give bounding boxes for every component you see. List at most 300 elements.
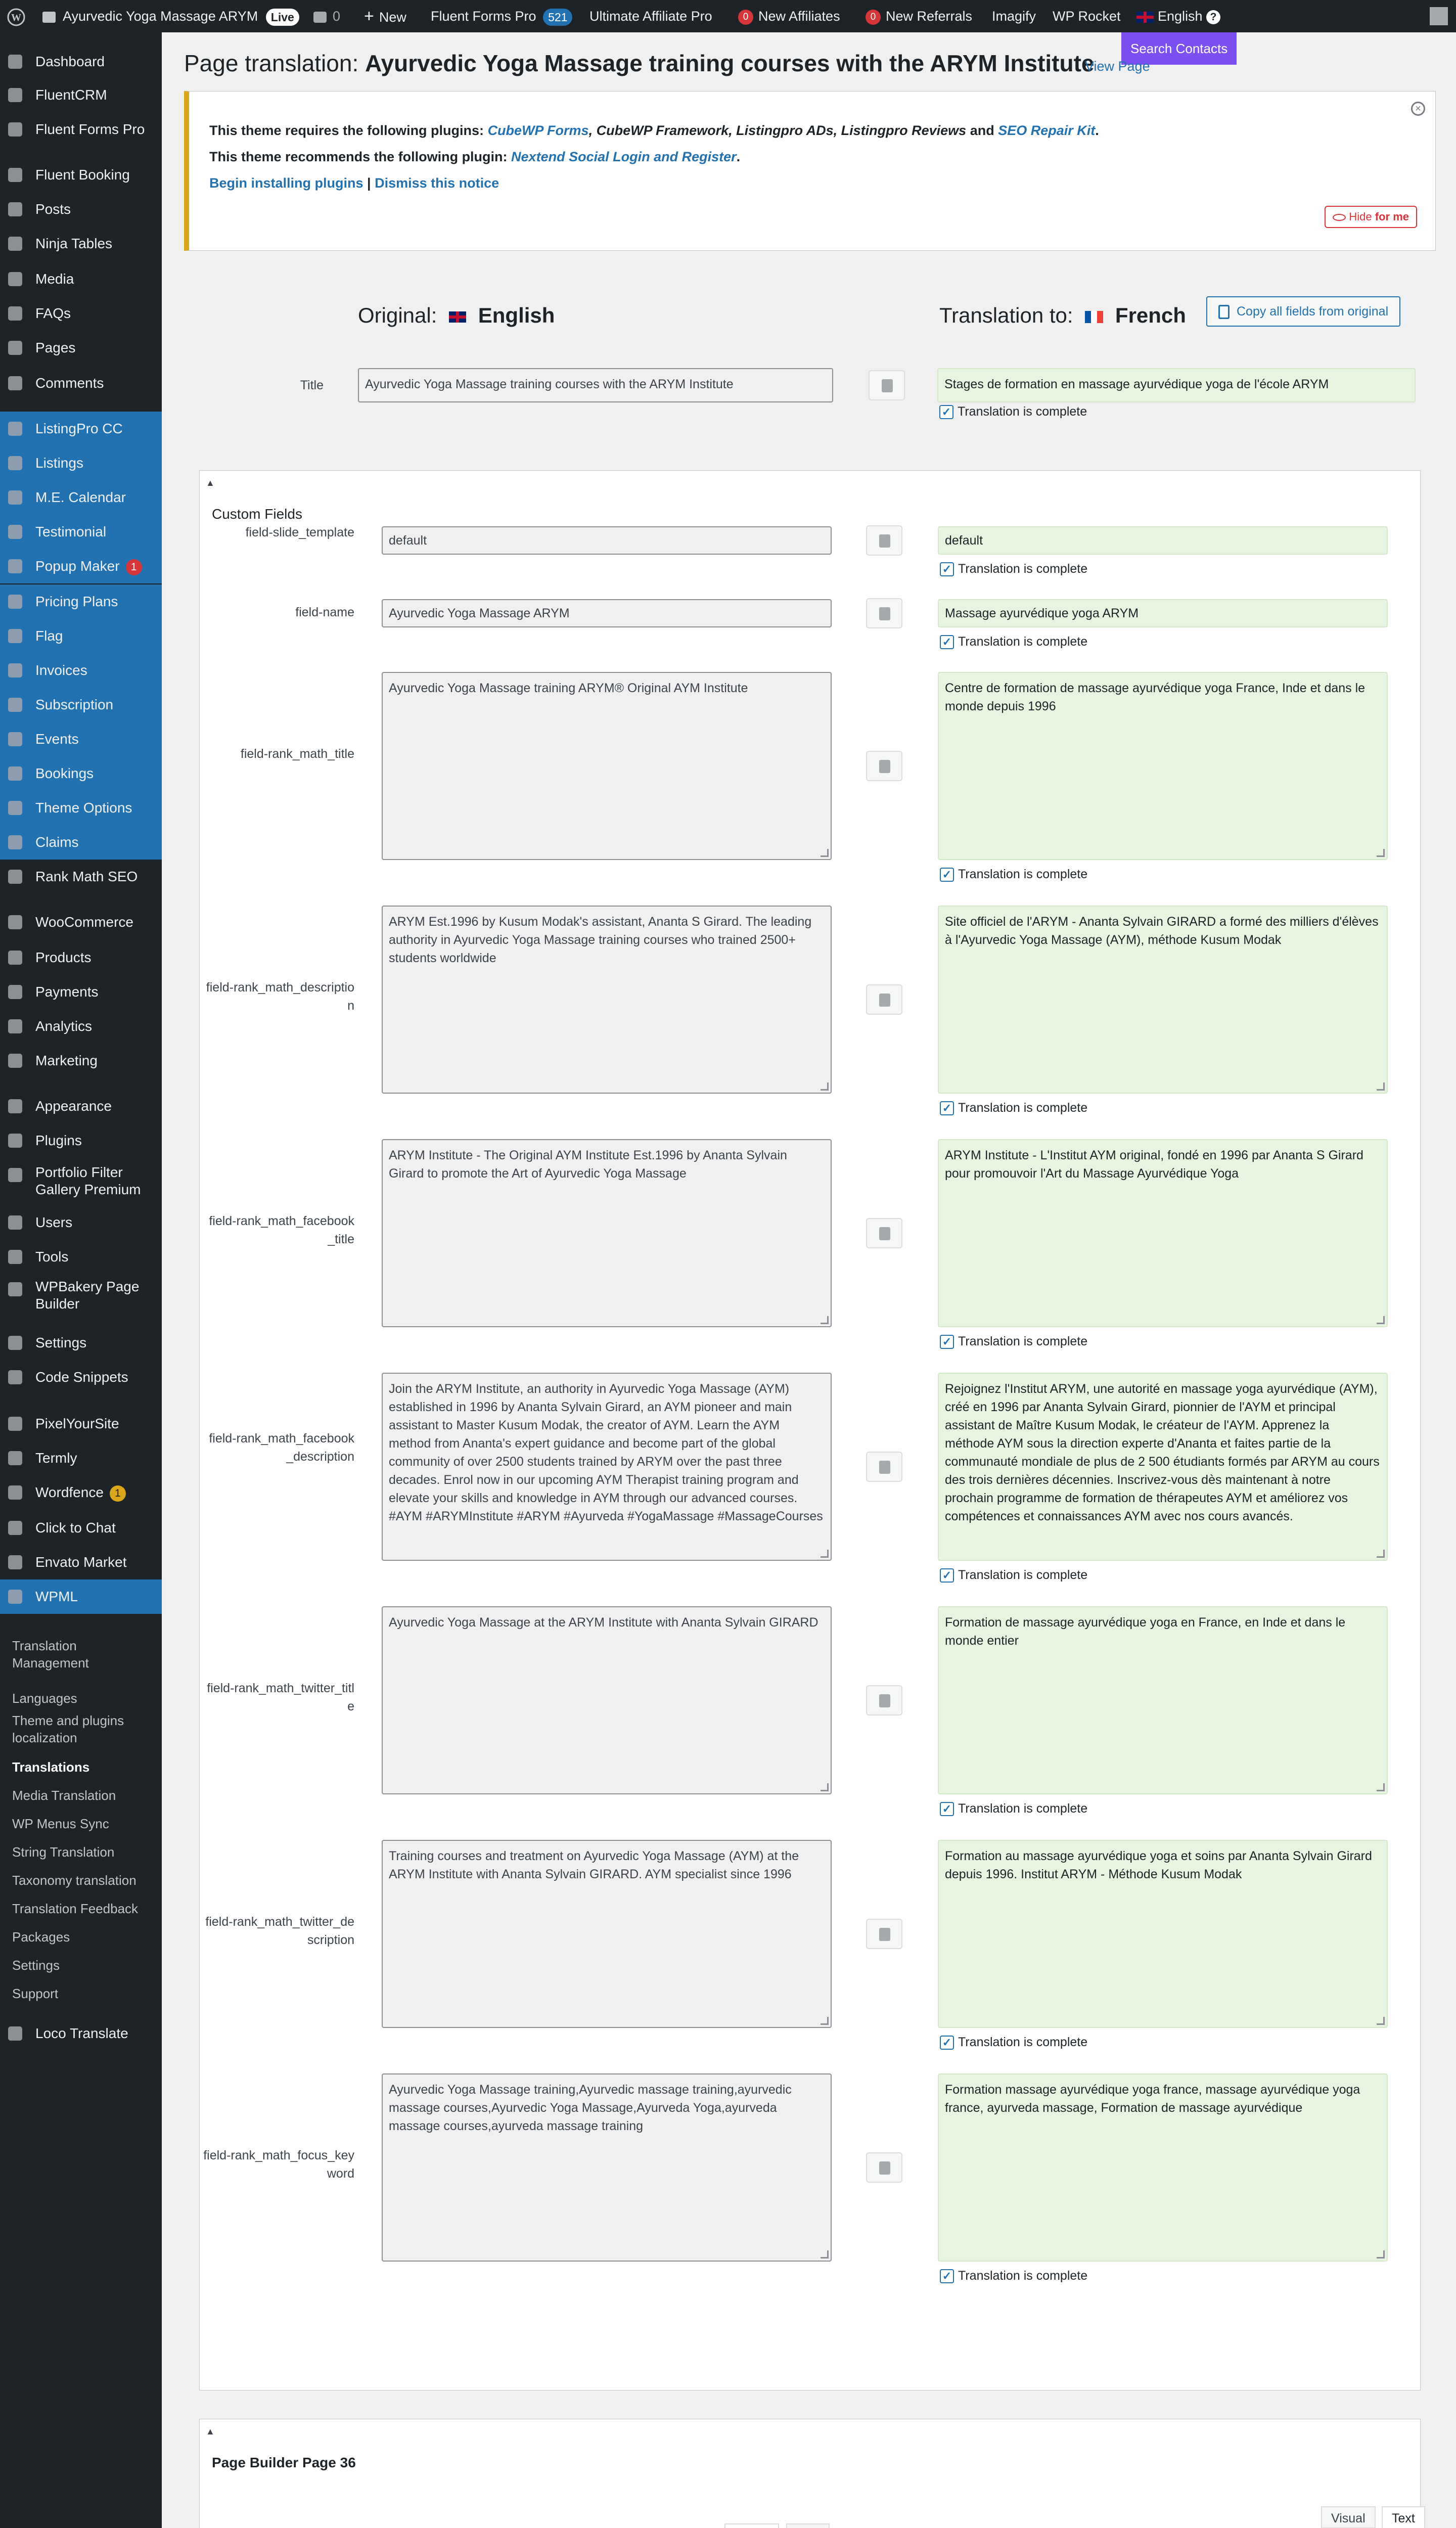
menu-icon (8, 272, 22, 286)
original-label: Original: (358, 303, 437, 327)
menu-icon (8, 1485, 22, 1500)
sidebar-item-click-to-chat[interactable] (0, 1511, 162, 1545)
menu-icon (8, 1451, 22, 1465)
menu-icon (8, 1168, 22, 1182)
field-slide-template-translation[interactable]: default (938, 526, 1388, 555)
menu-icon (8, 237, 22, 251)
field-label: field-rank_math_title (240, 747, 354, 761)
title-label: Title (300, 378, 324, 392)
field-label: field-rank_math_twitter_title (207, 1681, 354, 1713)
sidebar-item-label: Loco Translate (35, 2025, 128, 2041)
menu-icon (8, 1250, 22, 1264)
sidebar-item-label: Events (35, 731, 79, 747)
copy-icon (1218, 305, 1230, 319)
eye-slash-icon (1333, 214, 1346, 221)
sidebar-item-comments[interactable] (0, 366, 162, 400)
translation-complete-checkbox[interactable] (940, 1801, 1087, 1816)
sidebar-item-label: Flag (35, 628, 63, 644)
sidebar-item-listings[interactable] (0, 446, 162, 480)
notice-line-2-text: This theme recommends the following plugin: (209, 149, 508, 164)
original-language: English (478, 303, 555, 327)
complete-label: Translation is complete (958, 562, 1088, 576)
sidebar-item-woocommerce[interactable] (0, 905, 162, 939)
sidebar-item-listingpro-cc[interactable] (0, 412, 162, 446)
target-language: French (1115, 303, 1186, 327)
sidebar-item-label: Wordfence 1 (35, 1475, 126, 1510)
sidebar-item-m-e-calendar[interactable] (0, 480, 162, 515)
menu-icon (8, 559, 22, 573)
resize-handle[interactable] (821, 849, 829, 857)
sidebar-item-label: Theme Options (35, 800, 132, 816)
resize-handle[interactable] (821, 1316, 829, 1324)
copy-field-button[interactable] (866, 598, 902, 628)
plugin-notice (184, 91, 1436, 251)
referrals-count: 0 (866, 10, 881, 25)
copy-icon (879, 1461, 890, 1474)
sidebar-item-label: Marketing (35, 1053, 98, 1068)
menu-icon (8, 766, 22, 781)
sidebar-item-users[interactable] (0, 1205, 162, 1240)
sidebar-item-label: Analytics (35, 1018, 93, 1034)
begin-installing-link[interactable]: Begin installing plugins (209, 175, 363, 191)
notice-separator: | (363, 175, 375, 191)
wpml-submenu-media-translation[interactable]: Media Translation (12, 1788, 116, 1803)
translation-complete-checkbox[interactable] (940, 562, 1087, 576)
help-icon: ? (1206, 10, 1220, 24)
menu-icon (8, 376, 22, 390)
sidebar-item-label: FAQs (35, 305, 71, 321)
resize-handle[interactable] (821, 2017, 829, 2025)
sidebar-item-envato-market[interactable] (0, 1545, 162, 1579)
sidebar-item-events[interactable] (0, 722, 162, 756)
wpml-submenu-translation-management[interactable]: Translation Management (12, 1638, 89, 1671)
sidebar-item-fluentcrm[interactable] (0, 78, 162, 112)
hide-for-me-label: for me (1372, 210, 1409, 223)
menu-icon (8, 801, 22, 815)
wpml-submenu-theme-and-plugins-localization[interactable]: Theme and plugins localization (12, 1713, 124, 1745)
comment-icon (313, 12, 327, 23)
seo-repair-kit-link[interactable]: SEO Repair Kit (998, 123, 1096, 138)
resize-handle[interactable] (1377, 2017, 1385, 2025)
sidebar-item-bookings[interactable] (0, 756, 162, 791)
affiliate-pro-link[interactable]: Ultimate Affiliate Pro (589, 9, 712, 24)
sidebar-item-termly[interactable] (0, 1441, 162, 1475)
resize-handle[interactable] (821, 1783, 829, 1791)
menu-icon (8, 1521, 22, 1535)
sidebar-item-appearance[interactable] (0, 1089, 162, 1123)
field-rank-math-twitter-title-translation[interactable]: Formation de massage ayurvédique yoga en France, en Inde et dans le monde entier (938, 1606, 1388, 1794)
fluent-forms-link[interactable] (431, 0, 572, 32)
imagify-link[interactable]: Imagify (992, 9, 1036, 24)
sidebar-item-label: Pricing Plans (35, 594, 118, 609)
hide-label: Hide (1349, 210, 1372, 223)
menu-icon (8, 835, 22, 849)
sidebar-item-label: Rank Math SEO (35, 869, 138, 884)
title-translation-field[interactable]: Stages de formation en massage ayurvédique yoga de l'école ARYM (937, 368, 1416, 402)
translation-text-tab[interactable]: Text (1382, 2506, 1425, 2528)
menu-icon (8, 1019, 22, 1033)
menu-icon (8, 422, 22, 436)
sidebar-item-label: Invoices (35, 662, 87, 678)
notice-line-2: This theme recommends the following plugin: Nextend Social Login and Register. (209, 149, 741, 164)
translation-to-label: Translation to: (939, 303, 1073, 327)
home-icon (42, 12, 56, 23)
site-name: Ayurvedic Yoga Massage ARYM (63, 9, 258, 24)
page-title (184, 50, 1095, 77)
svg-text:W: W (11, 12, 21, 23)
sidebar-item-testimonial[interactable] (0, 515, 162, 549)
dismiss-notice-link[interactable]: Dismiss this notice (375, 175, 499, 191)
field-rank-math-facebook-title-translation[interactable]: ARYM Institute - L'Institut AYM original, fondé en 1996 par Ananta S Girard pour promouvoir l'Art du Massage Ayurvédique Yoga (938, 1139, 1388, 1327)
menu-icon (8, 698, 22, 712)
field-label: field-rank_math_facebook_description (209, 1431, 354, 1464)
custom-fields-heading: Custom Fields (212, 506, 302, 522)
menu-icon (8, 629, 22, 643)
wpml-submenu-string-translation[interactable]: String Translation (12, 1844, 115, 1860)
checkbox-box: ✓ (940, 868, 954, 882)
checkbox-box: ✓ (940, 562, 954, 576)
new-affiliates-link[interactable] (738, 0, 840, 32)
sidebar-item-ninja-tables[interactable] (0, 227, 162, 261)
field-rank-math-description-original: ARYM Est.1996 by Kusum Modak's assistant, Ananta S Girard. The leading authority in Ayurvedic Yoga Massage training courses who trained 2500+ students worldwide (382, 906, 832, 1094)
uk-flag-icon (449, 311, 466, 323)
complete-label: Translation is complete (958, 1334, 1088, 1348)
menu-icon (8, 1054, 22, 1068)
menu-icon (8, 915, 22, 929)
checkbox-box: ✓ (940, 1568, 954, 1583)
copy-field-button[interactable] (866, 1685, 902, 1716)
menu-icon (8, 88, 22, 102)
sidebar-item-label: Media (35, 271, 74, 287)
menu-icon (8, 306, 22, 321)
sidebar-item-subscription[interactable] (0, 688, 162, 722)
sidebar-item-label: Fluent Booking (35, 167, 130, 183)
copy-field-button[interactable] (866, 525, 902, 556)
french-flag-icon (1085, 311, 1103, 323)
notice-actions (209, 175, 499, 191)
sidebar-item-wpbakery-page-builder[interactable] (0, 1272, 162, 1320)
sidebar-item-products[interactable] (0, 940, 162, 975)
admin-sidebar (0, 32, 162, 2528)
translation-complete-checkbox[interactable] (940, 2269, 1087, 2283)
sidebar-item-label: Click to Chat (35, 1520, 116, 1536)
page-builder-heading: Page Builder Page 36 (212, 2455, 356, 2470)
translation-complete-checkbox[interactable] (940, 635, 1087, 649)
copy-all-fields-button[interactable] (1206, 296, 1400, 327)
sidebar-item-fluent-booking[interactable] (0, 158, 162, 192)
field-label: field-rank_math_facebook_title (209, 1214, 354, 1246)
sidebar-item-settings[interactable] (0, 1326, 162, 1360)
sidebar-item-invoices[interactable] (0, 653, 162, 688)
sidebar-item-popup-maker[interactable] (0, 549, 162, 583)
translation-complete-checkbox[interactable] (940, 2035, 1087, 2050)
notice-line-1-text: This theme requires the following plugins: (209, 123, 484, 138)
new-label: New (379, 10, 406, 25)
sidebar-item-label: Payments (35, 984, 99, 1000)
menu-icon (8, 341, 22, 355)
copy-icon (879, 534, 890, 548)
copy-icon (879, 994, 890, 1007)
user-avatar[interactable] (1430, 7, 1448, 25)
sidebar-item-tools[interactable] (0, 1240, 162, 1274)
sidebar-item-dashboard[interactable] (0, 44, 162, 79)
copy-icon (879, 1928, 890, 1941)
field-rank-math-focus-keyword-original: Ayurvedic Yoga Massage training,Ayurvedic massage training,ayurvedic massage courses,Ayurvedic Yoga Massage,Ayurveda Yoga,ayurveda massage courses,ayurveda massage training (382, 2073, 832, 2262)
sidebar-item-pixelyoursite[interactable] (0, 1407, 162, 1441)
translation-complete-checkbox[interactable] (940, 1334, 1087, 1349)
comments-link[interactable] (313, 0, 340, 32)
sidebar-item-flag[interactable] (0, 619, 162, 653)
copy-field-button[interactable] (866, 751, 902, 781)
affiliates-count: 0 (738, 10, 753, 25)
resize-handle[interactable] (1377, 1316, 1385, 1324)
hide-notice-button[interactable] (1325, 206, 1417, 228)
field-name-original: Ayurvedic Yoga Massage ARYM (382, 599, 832, 627)
sidebar-item-label: ListingPro CC (35, 421, 123, 436)
sidebar-item-label: Products (35, 950, 92, 965)
uk-flag-icon (1136, 12, 1154, 23)
copy-title-button[interactable] (869, 370, 905, 400)
copy-icon (879, 2161, 890, 2175)
copy-field-button[interactable] (866, 1919, 902, 1949)
copy-field-button[interactable] (866, 1218, 902, 1248)
resize-handle[interactable] (821, 2250, 829, 2259)
menu-icon (8, 951, 22, 965)
sidebar-item-label: Appearance (35, 1098, 112, 1114)
new-referrals-link[interactable] (866, 0, 972, 32)
referrals-label: New Referrals (886, 9, 973, 24)
sidebar-item-wordfence[interactable] (0, 1475, 162, 1510)
resize-handle[interactable] (821, 1550, 829, 1558)
resize-handle[interactable] (1377, 849, 1385, 857)
wordpress-logo-icon[interactable] (7, 0, 25, 32)
menu-icon (8, 595, 22, 609)
notification-badge: 1 (126, 559, 142, 575)
sidebar-item-label: Plugins (35, 1133, 82, 1148)
page-title-prefix: Page translation: (184, 50, 359, 76)
field-slide-template-original: default (382, 526, 832, 555)
complete-label: Translation is complete (958, 404, 1087, 419)
checkbox-box: ✓ (940, 635, 954, 649)
sidebar-item-faqs[interactable] (0, 296, 162, 331)
resize-handle[interactable] (1377, 1082, 1385, 1091)
sidebar-item-label: WPML (35, 1589, 78, 1604)
sidebar-item-label: Posts (35, 201, 71, 217)
fluent-forms-count: 521 (543, 9, 572, 26)
copy-icon (879, 1227, 890, 1240)
field-rank-math-twitter-description-translation[interactable]: Formation au massage ayurvédique yoga et soins par Ananta Sylvain Girard depuis 1996. Institut ARYM - Méthode Kusum Modak (938, 1840, 1388, 2028)
sidebar-item-label: FluentCRM (35, 87, 107, 103)
copy-icon (879, 760, 890, 773)
sidebar-item-analytics[interactable] (0, 1009, 162, 1044)
field-name-translation[interactable]: Massage ayurvédique yoga ARYM (938, 599, 1388, 627)
sidebar-item-label: Bookings (35, 765, 94, 781)
menu-icon (8, 456, 22, 470)
field-rank-math-facebook-description-original: Join the ARYM Institute, an authority in Ayurvedic Yoga Massage (AYM) established in 1996 by Ananta Sylvain Girard, an AYM pioneer and main assistant to Master Kusum Modak, the creator of AYM. Learn the AYM method from Ananta's expert guidance and become part of the global community of over 2500 students trained by ARYM over the past three decades. Enrol now in our upcoming AYM Therapist training program and elevate your skills and knowledge in AYM through our advanced courses. #AYM #ARYMInstitute #ARYM #Ayurveda #YogaMassage #MassageCourses (382, 1373, 832, 1561)
wpml-submenu-packages[interactable]: Packages (12, 1929, 70, 1945)
wpml-submenu-translations[interactable]: Translations (12, 1759, 90, 1775)
menu-icon (8, 1417, 22, 1431)
original-visual-tab[interactable] (724, 2523, 779, 2528)
field-label: field-rank_math_description (206, 980, 354, 1013)
menu-icon (8, 122, 22, 137)
sidebar-item-label: Tools (35, 1249, 69, 1265)
copy-field-button[interactable] (866, 1452, 902, 1482)
main-content (162, 32, 1456, 2528)
field-rank-math-facebook-description-translation[interactable]: Rejoignez l'Institut ARYM, une autorité en massage yoga ayurvédique (AYM), créé en 1996 par Ananta Sylvain Girard, pionnier de l'AYM et principal assistant de Maître Kusum Modak, le créateur de l'AYM. Apprenez la méthode AYM sous la direction experte d'Ananta et faites partie de la communauté mondiale de plus de 2 500 étudiants formés par ARYM au cours des trois dernières décennies. Inscrivez-vous dès maintenant à notre prochain programme de formation de thérapeutes AYM et améliorez vos compétences et connaissances AYM avec nos cours avancés. (938, 1373, 1388, 1561)
sidebar-item-marketing[interactable] (0, 1044, 162, 1078)
menu-icon (8, 1555, 22, 1569)
sidebar-item-label: Envato Market (35, 1554, 127, 1570)
notice-line-1: This theme requires the following plugins: CubeWP Forms, CubeWP Framework, Listingpro ADs, Listingpro Reviews and SEO Repair Kit. (209, 123, 1099, 138)
complete-label: Translation is complete (958, 1101, 1088, 1115)
menu-icon (8, 1282, 22, 1296)
target-language-header (939, 303, 1186, 328)
copy-icon (882, 379, 893, 392)
resize-handle[interactable] (1377, 1550, 1385, 1558)
wpml-submenu-settings[interactable]: Settings (12, 1958, 60, 1973)
translation-complete-checkbox[interactable] (940, 1101, 1087, 1115)
sidebar-item-payments[interactable] (0, 975, 162, 1009)
field-label: field-rank_math_focus_keyword (203, 2148, 354, 2181)
resize-handle[interactable] (1377, 1783, 1385, 1791)
original-language-header (358, 303, 555, 328)
field-rank-math-twitter-description-original: Training courses and treatment on Ayurvedic Yoga Massage (AYM) at the ARYM Institute with Ananta Sylvain GIRARD. AYM specialist since 1996 (382, 1840, 832, 2028)
sidebar-item-label: Fluent Forms Pro (35, 121, 145, 137)
sidebar-item-label: Dashboard (35, 54, 105, 69)
wpml-submenu-wp-menus-sync[interactable]: WP Menus Sync (12, 1816, 109, 1831)
translation-complete-checkbox[interactable] (940, 1568, 1087, 1583)
close-icon[interactable]: × (1411, 102, 1425, 116)
sidebar-item-label: Portfolio Filter Gallery Premium (35, 1164, 141, 1197)
sidebar-item-label: Settings (35, 1335, 87, 1350)
comments-count: 0 (333, 9, 341, 24)
cubewp-forms-link[interactable]: CubeWP Forms (487, 123, 589, 138)
nextend-social-login-link[interactable]: Nextend Social Login and Register (511, 149, 737, 164)
search-contacts-button[interactable]: Search Contacts (1121, 32, 1237, 65)
wpml-submenu-languages[interactable]: Languages (12, 1691, 77, 1706)
menu-icon (8, 525, 22, 539)
sidebar-item-pages[interactable] (0, 331, 162, 365)
resize-handle[interactable] (1377, 2250, 1385, 2259)
fluent-forms-label: Fluent Forms Pro (431, 9, 536, 24)
menu-icon (8, 1134, 22, 1148)
checkbox-box: ✓ (940, 2036, 954, 2050)
sidebar-item-pricing-plans[interactable] (0, 584, 162, 619)
sidebar-item-loco-translate[interactable] (0, 2016, 162, 2051)
complete-label: Translation is complete (958, 2035, 1088, 2049)
wpml-submenu-taxonomy-translation[interactable]: Taxonomy translation (12, 1873, 136, 1888)
plus-icon: + (364, 7, 374, 26)
language-label: English (1158, 9, 1203, 24)
title-complete-checkbox[interactable]: ✓ Translation is complete (939, 404, 1087, 419)
sidebar-item-code-snippets[interactable] (0, 1360, 162, 1394)
sidebar-item-claims[interactable] (0, 825, 162, 860)
collapse-arrow-icon[interactable]: ▲ (206, 478, 215, 488)
notification-badge: 1 (110, 1485, 126, 1502)
sidebar-item-fluent-forms-pro[interactable] (0, 112, 162, 147)
view-page-link[interactable]: View Page (1085, 59, 1150, 74)
menu-icon (8, 732, 22, 746)
copy-icon (879, 607, 890, 620)
sidebar-item-rank-math-seo[interactable] (0, 860, 162, 894)
sidebar-item-label: Comments (35, 375, 104, 391)
menu-icon (8, 1099, 22, 1113)
admin-bar (0, 0, 1456, 56)
sidebar-item-label: Ninja Tables (35, 236, 113, 251)
language-switcher[interactable] (1136, 0, 1220, 32)
sidebar-item-wpml[interactable] (0, 1579, 162, 1614)
field-rank-math-description-translation[interactable]: Site officiel de l'ARYM - Ananta Sylvain GIRARD a formé des milliers d'élèves à l'Ayurvedic Yoga Massage (AYM), méthode Kusum Modak (938, 906, 1388, 1094)
copy-all-label: Copy all fields from original (1237, 304, 1389, 319)
sidebar-item-label: Listings (35, 455, 83, 471)
field-rank-math-title-original: Ayurvedic Yoga Massage training ARYM® Original AYM Institute (382, 672, 832, 860)
sidebar-item-label: Testimonial (35, 524, 107, 539)
resize-handle[interactable] (821, 1082, 829, 1091)
sidebar-item-label: Termly (35, 1450, 77, 1466)
page-builder-panel (199, 2419, 1421, 2528)
complete-label: Translation is complete (958, 867, 1088, 881)
live-badge: Live (266, 9, 299, 26)
sidebar-item-label: Popup Maker 1 (35, 549, 142, 583)
sidebar-item-theme-options[interactable] (0, 791, 162, 825)
sidebar-item-media[interactable] (0, 262, 162, 296)
sidebar-item-posts[interactable] (0, 192, 162, 227)
copy-field-button[interactable] (866, 2152, 902, 2183)
notice-plugin-list: , CubeWP Framework, Listingpro ADs, Listingpro Reviews (588, 123, 967, 138)
field-label: field-rank_math_twitter_description (205, 1915, 354, 1947)
copy-field-button[interactable] (866, 984, 902, 1015)
complete-label: Translation is complete (958, 1801, 1088, 1816)
sidebar-item-label: WPBakery Page Builder (35, 1279, 140, 1312)
field-rank-math-title-translation[interactable]: Centre de formation de massage ayurvédique yoga France, Inde et dans le monde depuis 1996 (938, 672, 1388, 860)
menu-icon (8, 168, 22, 182)
sidebar-item-label: Pages (35, 340, 76, 355)
menu-icon (8, 663, 22, 678)
wpml-submenu-support[interactable]: Support (12, 1986, 59, 2001)
menu-icon (8, 985, 22, 999)
sidebar-item-label: Code Snippets (35, 1369, 128, 1385)
page-title-main: Ayurvedic Yoga Massage training courses with the ARYM Institute (365, 50, 1095, 76)
translation-complete-checkbox[interactable] (940, 867, 1087, 882)
complete-label: Translation is complete (958, 635, 1088, 649)
wpml-submenu-translation-feedback[interactable]: Translation Feedback (12, 1901, 139, 1916)
new-content-link[interactable] (364, 0, 406, 32)
field-rank-math-focus-keyword-translation[interactable]: Formation massage ayurvédique yoga france, massage ayurvédique yoga france, ayurveda massage, Formation de massage ayurvédique (938, 2073, 1388, 2262)
menu-icon (8, 202, 22, 216)
menu-icon (8, 1215, 22, 1230)
sidebar-item-plugins[interactable] (0, 1123, 162, 1158)
sidebar-item-label: PixelYourSite (35, 1416, 119, 1431)
complete-label: Translation is complete (958, 1568, 1088, 1582)
sidebar-item-portfolio-filter-gallery-premium[interactable] (0, 1158, 162, 1205)
collapse-arrow-icon[interactable]: ▲ (206, 2426, 215, 2436)
menu-icon (8, 1336, 22, 1350)
sidebar-item-label: M.E. Calendar (35, 489, 126, 505)
menu-icon (8, 1590, 22, 1604)
complete-label: Translation is complete (958, 2269, 1088, 2283)
site-name-link[interactable] (42, 0, 299, 32)
translation-visual-tab[interactable]: Visual (1321, 2506, 1376, 2528)
checkbox-box: ✓ (940, 2269, 954, 2283)
sidebar-item-label: Claims (35, 834, 79, 850)
original-text-tab[interactable] (786, 2523, 830, 2528)
copy-icon (879, 1694, 890, 1707)
checkbox-box: ✓ (940, 1335, 954, 1349)
field-rank-math-twitter-title-original: Ayurvedic Yoga Massage at the ARYM Institute with Ananta Sylvain GIRARD (382, 1606, 832, 1794)
wp-rocket-link[interactable]: WP Rocket (1053, 9, 1121, 24)
sidebar-item-label: Subscription (35, 697, 114, 712)
